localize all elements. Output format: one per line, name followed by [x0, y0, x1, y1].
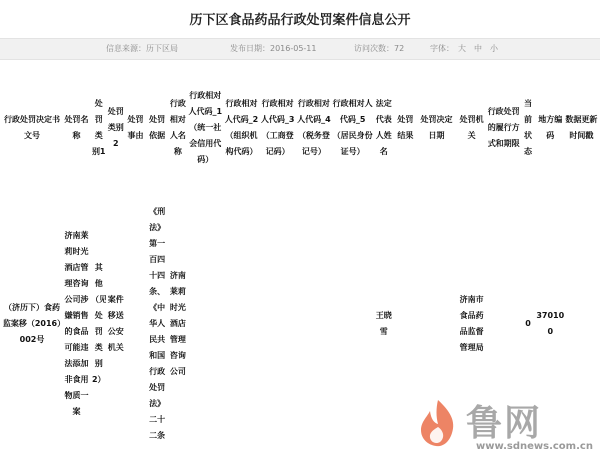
table-cell: 《刑法》第一百四十四条、《中华人民共和国行政处罚法》二十二条: [149, 207, 166, 440]
column-header: 行政相对人代码_3（工商登记码）: [260, 99, 295, 156]
table-cell: [125, 190, 146, 458]
page-title: 历下区食品药品行政处罚案件信息公开: [189, 13, 411, 28]
table-cell: 其他（见处罚类别2）: [90, 263, 107, 384]
column-header: 行政相对人代码_1（统一社会信用代码）: [188, 91, 223, 164]
font-size-small-button[interactable]: 小: [490, 44, 498, 53]
column-header: 处罚结果: [397, 115, 414, 140]
table-cell: [296, 190, 332, 458]
table-cell: （济历下）食药监案移（2016）002号: [2, 303, 62, 344]
publish-date: 发布日期：2016-05-11: [230, 44, 317, 53]
column-header: 当前状态: [524, 99, 532, 156]
font-size-label: 字体：: [430, 44, 454, 53]
column-header: 数据更新时间戳: [565, 115, 598, 140]
column-header: 法定代表人姓名: [375, 99, 392, 156]
table-cell: [187, 190, 223, 458]
column-header: 处罚类别2: [107, 107, 124, 148]
column-header: 地方编码: [538, 115, 563, 140]
flame-logo-icon: [416, 397, 460, 449]
table-cell: 案件移送公安机关: [107, 295, 124, 352]
table-cell: [260, 190, 296, 458]
table-cell: 济南莱莉时光酒店管理咨询公司涉嫌销售的食品可能违法添加非食用物质一案: [64, 231, 89, 416]
table-cell: [223, 190, 259, 458]
info-bar: [0, 38, 600, 60]
column-header: 处罚机关: [459, 115, 484, 140]
column-header: 处罚决定日期: [420, 115, 453, 140]
column-header: 行政处罚决定书文号: [4, 115, 60, 140]
table-header-row: [2, 66, 598, 190]
source-label: 信息来源：历下区局: [106, 44, 178, 53]
column-header: 行政相对人代码_5（居民身份证号）: [332, 99, 373, 156]
table-cell: 济南市食品药品监督管理局: [459, 295, 484, 352]
column-header: 行政处罚的履行方式和期限: [487, 107, 520, 148]
table-cell: [332, 190, 373, 458]
column-header: 处罚依据: [149, 115, 166, 140]
watermark-url: www.sdnews.com.cn: [476, 441, 593, 452]
table-cell: 王晓雪: [375, 311, 392, 336]
watermark: [416, 397, 593, 459]
view-count: 访问次数：72: [354, 44, 405, 53]
column-header: 行政相对人代码_4（税务登记号）: [297, 99, 331, 156]
column-header: 处罚类别1: [91, 99, 106, 156]
column-header: 处罚名称: [64, 115, 89, 140]
column-header: 行政相对人代码_2（组织机构代码）: [224, 99, 259, 156]
table-cell: 济南莱莉时光酒店管理咨询公司: [169, 271, 186, 376]
font-size-medium-button[interactable]: 中: [474, 44, 482, 53]
table-cell: 370100: [536, 311, 565, 336]
table-cell: 0: [525, 319, 531, 328]
watermark-brand: 鲁网: [466, 402, 543, 444]
column-header: 处罚事由: [127, 115, 144, 140]
column-header: 行政相对人名称: [169, 99, 186, 156]
table-cell: [394, 190, 417, 458]
font-size-large-button[interactable]: 大: [458, 44, 466, 53]
